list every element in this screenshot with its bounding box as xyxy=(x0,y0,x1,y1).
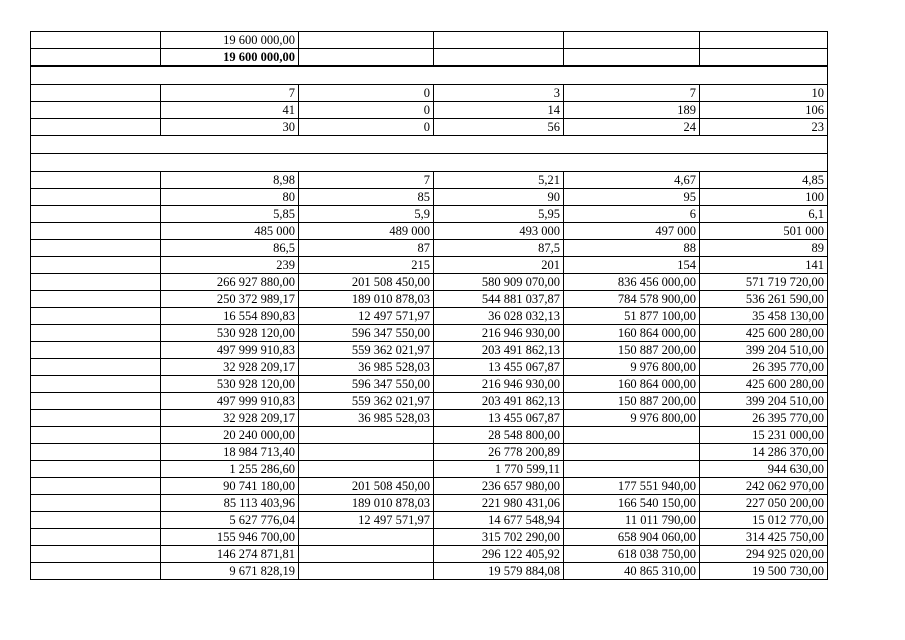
value-cell xyxy=(299,32,434,49)
value-cell: 618 038 750,00 xyxy=(564,546,700,563)
table-body xyxy=(31,32,828,580)
value-cell: 36 985 528,03 xyxy=(299,410,434,427)
table-row xyxy=(31,189,828,206)
row-label-cell xyxy=(31,274,161,291)
row-label-cell xyxy=(31,49,161,67)
table-row xyxy=(31,512,828,529)
value-cell: 227 050 200,00 xyxy=(700,495,828,512)
table-row xyxy=(31,85,828,102)
value-cell: 189 010 878,03 xyxy=(299,291,434,308)
value-cell: 201 508 450,00 xyxy=(299,274,434,291)
value-cell: 399 204 510,00 xyxy=(700,393,828,410)
table-row xyxy=(31,240,828,257)
value-cell: 160 864 000,00 xyxy=(564,376,700,393)
row-label-cell xyxy=(31,512,161,529)
value-cell: 944 630,00 xyxy=(700,461,828,478)
value-cell: 13 455 067,87 xyxy=(434,410,564,427)
value-cell: 90 741 180,00 xyxy=(161,478,299,495)
table-row xyxy=(31,546,828,563)
spacer-cell xyxy=(31,154,828,172)
value-cell: 23 xyxy=(700,119,828,136)
value-cell: 88 xyxy=(564,240,700,257)
row-label-cell xyxy=(31,563,161,580)
value-cell: 100 xyxy=(700,189,828,206)
value-cell xyxy=(564,427,700,444)
table-row xyxy=(31,376,828,393)
value-cell: 146 274 871,81 xyxy=(161,546,299,563)
value-cell: 497 999 910,83 xyxy=(161,393,299,410)
value-cell: 35 458 130,00 xyxy=(700,308,828,325)
value-cell: 497 999 910,83 xyxy=(161,342,299,359)
table-row xyxy=(31,410,828,427)
spacer-row xyxy=(31,136,828,154)
row-label-cell xyxy=(31,325,161,342)
value-cell: 0 xyxy=(299,85,434,102)
row-label-cell xyxy=(31,291,161,308)
value-cell: 250 372 989,17 xyxy=(161,291,299,308)
value-cell: 87 xyxy=(299,240,434,257)
value-cell xyxy=(299,427,434,444)
value-cell xyxy=(299,529,434,546)
row-label-cell xyxy=(31,32,161,49)
table-row xyxy=(31,325,828,342)
value-cell: 13 455 067,87 xyxy=(434,359,564,376)
value-cell xyxy=(564,32,700,49)
value-cell: 28 548 800,00 xyxy=(434,427,564,444)
value-cell: 571 719 720,00 xyxy=(700,274,828,291)
row-label-cell xyxy=(31,461,161,478)
value-cell: 580 909 070,00 xyxy=(434,274,564,291)
value-cell: 32 928 209,17 xyxy=(161,359,299,376)
value-cell: 7 xyxy=(564,85,700,102)
value-cell: 89 xyxy=(700,240,828,257)
table-row xyxy=(31,49,828,67)
value-cell: 201 508 450,00 xyxy=(299,478,434,495)
financial-data-table xyxy=(30,31,828,580)
value-cell: 5,21 xyxy=(434,172,564,189)
value-cell: 26 395 770,00 xyxy=(700,359,828,376)
value-cell: 9 976 800,00 xyxy=(564,410,700,427)
value-cell: 12 497 571,97 xyxy=(299,512,434,529)
value-cell: 19 500 730,00 xyxy=(700,563,828,580)
row-label-cell xyxy=(31,529,161,546)
value-cell: 14 677 548,94 xyxy=(434,512,564,529)
value-cell: 6 xyxy=(564,206,700,223)
row-label-cell xyxy=(31,240,161,257)
table-row xyxy=(31,563,828,580)
value-cell: 154 xyxy=(564,257,700,274)
value-cell: 216 946 930,00 xyxy=(434,376,564,393)
table-row xyxy=(31,529,828,546)
table-row xyxy=(31,223,828,240)
value-cell: 19 600 000,00 xyxy=(161,49,299,67)
value-cell: 489 000 xyxy=(299,223,434,240)
row-label-cell xyxy=(31,410,161,427)
value-cell: 314 425 750,00 xyxy=(700,529,828,546)
row-label-cell xyxy=(31,223,161,240)
table-row xyxy=(31,274,828,291)
value-cell: 7 xyxy=(161,85,299,102)
row-label-cell xyxy=(31,376,161,393)
value-cell: 596 347 550,00 xyxy=(299,376,434,393)
table-row xyxy=(31,172,828,189)
value-cell: 36 028 032,13 xyxy=(434,308,564,325)
value-cell: 201 xyxy=(434,257,564,274)
value-cell: 0 xyxy=(299,102,434,119)
table-row xyxy=(31,478,828,495)
value-cell: 399 204 510,00 xyxy=(700,342,828,359)
value-cell xyxy=(564,49,700,67)
value-cell: 11 011 790,00 xyxy=(564,512,700,529)
value-cell: 5,9 xyxy=(299,206,434,223)
value-cell: 15 231 000,00 xyxy=(700,427,828,444)
spacer-cell xyxy=(31,66,828,85)
value-cell: 16 554 890,83 xyxy=(161,308,299,325)
value-cell: 26 395 770,00 xyxy=(700,410,828,427)
row-label-cell xyxy=(31,393,161,410)
row-label-cell xyxy=(31,342,161,359)
value-cell: 160 864 000,00 xyxy=(564,325,700,342)
value-cell: 30 xyxy=(161,119,299,136)
value-cell: 493 000 xyxy=(434,223,564,240)
table-row xyxy=(31,119,828,136)
spacer-cell xyxy=(31,136,828,154)
value-cell: 189 010 878,03 xyxy=(299,495,434,512)
value-cell: 19 579 884,08 xyxy=(434,563,564,580)
value-cell: 51 877 100,00 xyxy=(564,308,700,325)
value-cell: 544 881 037,87 xyxy=(434,291,564,308)
value-cell: 559 362 021,97 xyxy=(299,342,434,359)
value-cell: 155 946 700,00 xyxy=(161,529,299,546)
value-cell: 0 xyxy=(299,119,434,136)
value-cell: 141 xyxy=(700,257,828,274)
value-cell xyxy=(700,32,828,49)
table-row xyxy=(31,342,828,359)
table-row xyxy=(31,32,828,49)
value-cell: 177 551 940,00 xyxy=(564,478,700,495)
value-cell: 242 062 970,00 xyxy=(700,478,828,495)
value-cell: 9 976 800,00 xyxy=(564,359,700,376)
value-cell: 3 xyxy=(434,85,564,102)
value-cell: 215 xyxy=(299,257,434,274)
value-cell: 14 286 370,00 xyxy=(700,444,828,461)
table-row xyxy=(31,102,828,119)
value-cell: 85 113 403,96 xyxy=(161,495,299,512)
value-cell: 15 012 770,00 xyxy=(700,512,828,529)
value-cell: 41 xyxy=(161,102,299,119)
value-cell: 9 671 828,19 xyxy=(161,563,299,580)
row-label-cell xyxy=(31,427,161,444)
value-cell: 19 600 000,00 xyxy=(161,32,299,49)
value-cell xyxy=(434,32,564,49)
value-cell: 497 000 xyxy=(564,223,700,240)
value-cell xyxy=(700,49,828,67)
value-cell: 18 984 713,40 xyxy=(161,444,299,461)
value-cell: 6,1 xyxy=(700,206,828,223)
value-cell: 236 657 980,00 xyxy=(434,478,564,495)
value-cell xyxy=(434,49,564,67)
table-row xyxy=(31,427,828,444)
value-cell: 485 000 xyxy=(161,223,299,240)
value-cell: 4,85 xyxy=(700,172,828,189)
value-cell: 32 928 209,17 xyxy=(161,410,299,427)
table-row xyxy=(31,257,828,274)
row-label-cell xyxy=(31,478,161,495)
value-cell: 294 925 020,00 xyxy=(700,546,828,563)
value-cell: 90 xyxy=(434,189,564,206)
value-cell: 1 255 286,60 xyxy=(161,461,299,478)
value-cell: 425 600 280,00 xyxy=(700,376,828,393)
value-cell: 536 261 590,00 xyxy=(700,291,828,308)
value-cell xyxy=(564,461,700,478)
value-cell: 530 928 120,00 xyxy=(161,325,299,342)
value-cell: 203 491 862,13 xyxy=(434,393,564,410)
row-label-cell xyxy=(31,85,161,102)
value-cell xyxy=(299,563,434,580)
value-cell: 36 985 528,03 xyxy=(299,359,434,376)
value-cell: 8,98 xyxy=(161,172,299,189)
value-cell: 40 865 310,00 xyxy=(564,563,700,580)
spacer-row xyxy=(31,154,828,172)
value-cell: 5,85 xyxy=(161,206,299,223)
table-row xyxy=(31,308,828,325)
value-cell: 4,67 xyxy=(564,172,700,189)
value-cell: 221 980 431,06 xyxy=(434,495,564,512)
value-cell: 150 887 200,00 xyxy=(564,393,700,410)
row-label-cell xyxy=(31,172,161,189)
value-cell: 239 xyxy=(161,257,299,274)
table-row xyxy=(31,291,828,308)
value-cell: 86,5 xyxy=(161,240,299,257)
value-cell: 266 927 880,00 xyxy=(161,274,299,291)
row-label-cell xyxy=(31,359,161,376)
value-cell: 20 240 000,00 xyxy=(161,427,299,444)
value-cell xyxy=(299,49,434,67)
value-cell: 5,95 xyxy=(434,206,564,223)
value-cell: 26 778 200,89 xyxy=(434,444,564,461)
value-cell: 80 xyxy=(161,189,299,206)
row-label-cell xyxy=(31,102,161,119)
value-cell: 106 xyxy=(700,102,828,119)
row-label-cell xyxy=(31,119,161,136)
value-cell: 14 xyxy=(434,102,564,119)
value-cell: 150 887 200,00 xyxy=(564,342,700,359)
row-label-cell xyxy=(31,495,161,512)
table-row xyxy=(31,444,828,461)
row-label-cell xyxy=(31,257,161,274)
value-cell: 501 000 xyxy=(700,223,828,240)
value-cell: 203 491 862,13 xyxy=(434,342,564,359)
value-cell: 56 xyxy=(434,119,564,136)
row-label-cell xyxy=(31,546,161,563)
value-cell: 1 770 599,11 xyxy=(434,461,564,478)
row-label-cell xyxy=(31,206,161,223)
value-cell: 5 627 776,04 xyxy=(161,512,299,529)
table-row xyxy=(31,461,828,478)
value-cell: 95 xyxy=(564,189,700,206)
spacer-row xyxy=(31,66,828,85)
value-cell: 87,5 xyxy=(434,240,564,257)
value-cell xyxy=(299,444,434,461)
value-cell: 425 600 280,00 xyxy=(700,325,828,342)
value-cell: 836 456 000,00 xyxy=(564,274,700,291)
row-label-cell xyxy=(31,308,161,325)
value-cell: 658 904 060,00 xyxy=(564,529,700,546)
value-cell: 10 xyxy=(700,85,828,102)
table-row xyxy=(31,495,828,512)
value-cell: 166 540 150,00 xyxy=(564,495,700,512)
value-cell: 189 xyxy=(564,102,700,119)
value-cell: 85 xyxy=(299,189,434,206)
value-cell: 315 702 290,00 xyxy=(434,529,564,546)
table-row xyxy=(31,359,828,376)
row-label-cell xyxy=(31,444,161,461)
value-cell: 7 xyxy=(299,172,434,189)
table-row xyxy=(31,393,828,410)
value-cell: 596 347 550,00 xyxy=(299,325,434,342)
value-cell: 12 497 571,97 xyxy=(299,308,434,325)
value-cell xyxy=(564,444,700,461)
value-cell: 216 946 930,00 xyxy=(434,325,564,342)
table-row xyxy=(31,206,828,223)
value-cell: 24 xyxy=(564,119,700,136)
value-cell: 784 578 900,00 xyxy=(564,291,700,308)
row-label-cell xyxy=(31,189,161,206)
value-cell xyxy=(299,546,434,563)
value-cell: 559 362 021,97 xyxy=(299,393,434,410)
value-cell: 296 122 405,92 xyxy=(434,546,564,563)
value-cell xyxy=(299,461,434,478)
value-cell: 530 928 120,00 xyxy=(161,376,299,393)
